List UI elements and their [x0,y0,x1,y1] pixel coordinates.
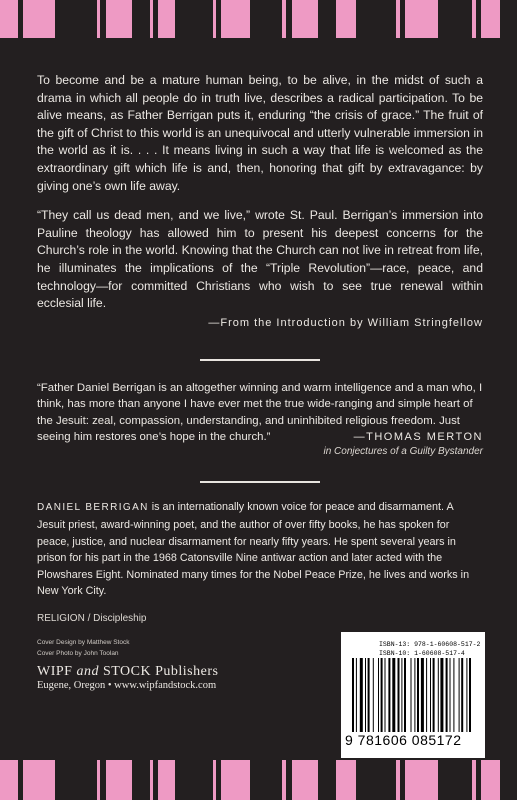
intro-paragraph-1: To become and be a mature human being, to be alive, in the midst of such a drama in which all people do in truth live, describes a radical participation. To be alive means, as Father Berrigan puts it, enduring “the crisis of grace.” The fruit of the gift of Christ to this world is an unequivocal and utterly vulnerable immersion in the world as it is. . . . It means living in such a way that life is welcomed as the extraordinary gift which life is and, then, honoring that gift by extravagance: by giving one’s own life away. [37,73,483,193]
endorsement-source: in Conjectures of a Guilty Bystander [323,446,483,458]
intro-attribution: —From the Introduction by William Stringfellow [208,316,483,329]
intro-paragraph-2: “They call us dead men, and we live,” wrote St. Paul. Berrigan’s immersion into Pauline theology has allowed him to present his deepest concerns for the Church’s role in the world. Knowing that the Church can not live in retreat from life, he illuminates the implications of the “Triple Revolution”—race, peace, and technology—for committed Christians who wish to see true renewal within ecclesial life. [37,208,483,311]
category-label: RELIGION / Discipleship [37,612,147,624]
bottom-stripe-band [0,760,517,800]
endorsement-text: “Father Daniel Berrigan is an altogether winning and warm intelligence and a man who, I think, has more than anyone I have ever met the true wide-ranging and simple heart of the Jesuit: zeal, compassion, understanding, and uninhibited religious freedom. Just seeing him restores one’s hope in the church.” [37,381,483,443]
merton-endorsement [37,380,483,446]
back-cover-content [37,72,483,691]
isbn10-label: ISBN-10: 1-60608-517-4 [379,650,465,657]
endorsement-author: —THOMAS MERTON [353,430,483,443]
barcode-box [341,632,485,758]
author-name: DANIEL BERRIGAN [37,502,149,514]
barcode-number: 9 781606 085172 [345,732,462,748]
author-bio [37,499,483,600]
isbn13-label: ISBN-13: 978-1-60608-517-2 [379,641,481,648]
publisher-location: Eugene, Oregon • www.wipfandstock.com [37,679,217,691]
top-stripe-band [0,0,517,38]
barcode-graphic [352,658,476,732]
cover-photo-credit: Cover Photo by John Toolan [37,649,119,657]
cover-design-credit: Cover Design by Matthew Stock [37,638,130,646]
publisher-name: WIPF and STOCK Publishers [37,663,219,679]
divider-1 [200,359,320,361]
bio-text: is an internationally known voice for peace and disarmament. A Jesuit priest, award-winning poet, and the author of over fifty books, he has spoken for peace, justice, and nuclear disarmament for nearly fifty years. He spent several years in prison for his part in the 1968 Catonsville Nine antiwar action and later acted with the Plowshares Eight. Nominated many times for the Nobel Peace Prize, he lives and works in New York City. [37,501,470,598]
divider-2 [200,481,320,483]
